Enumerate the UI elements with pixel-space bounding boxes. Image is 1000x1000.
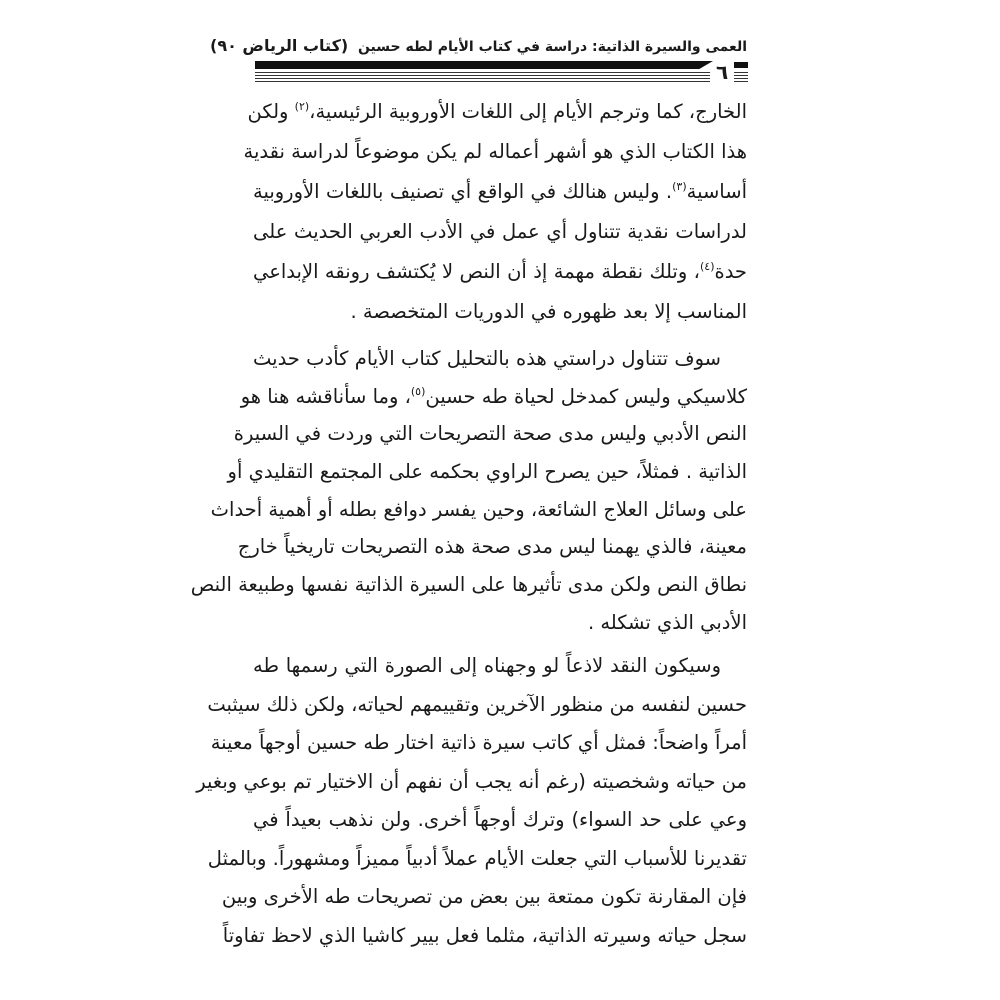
- line-text-continued: ، وتلك نقطة مهمة إذ أن النص لا يُكتشف رونقه الإبداعي: [253, 260, 700, 283]
- text-line: [196, 763, 747, 802]
- line-text: على وسائل العلاج الشائعة، وحين يفسر دوافع بطله أو أهمية أحداث: [210, 497, 747, 521]
- text-line: [207, 840, 747, 879]
- line-text: تقديرنا للأسباب التي جعلت الأيام عملاً أدبياً مميزاً ومشهوراً. وبالمثل: [207, 846, 747, 870]
- line-text: الأدبي الذي تشكله .: [587, 610, 747, 634]
- line-text: وعي على حد السواء) وترك أوجهاً أخرى. ولن نذهب بعيداً في: [253, 808, 747, 831]
- text-line: [253, 212, 747, 252]
- line-text: حدة: [714, 260, 747, 283]
- text-line: [253, 801, 747, 840]
- header-rule-thin: [255, 78, 710, 79]
- line-text: المناسب إلا بعد ظهوره في الدوريات المتخصصة .: [350, 300, 747, 323]
- header-rule-thin: [255, 75, 710, 76]
- line-text: سجل حياته وسيرته الذاتية، مثلما فعل بيير كاشيا الذي لاحظ تفاوتاً: [222, 923, 747, 947]
- line-text: نطاق النص ولكن مدى تأثيرها على السيرة الذاتية نفسها وطبيعة النص: [190, 573, 747, 597]
- line-text: هذا الكتاب الذي هو أشهر أعماله لم يكن موضوعاً لدراسة نقدية: [243, 140, 747, 163]
- line-text: سوف تتناول دراستي هذه بالتحليل كتاب الأيام كأدب حديث: [253, 347, 721, 370]
- header-ornament: [734, 62, 748, 68]
- page-number: ٦: [716, 60, 729, 84]
- text-line: [237, 528, 747, 566]
- text-line: [233, 415, 747, 453]
- running-header: [210, 36, 747, 55]
- text-line: [221, 878, 747, 917]
- text-line: [222, 917, 747, 956]
- text-line: [247, 92, 747, 132]
- header-title: العمى والسيرة الذاتية: دراسة في كتاب الأيام لطه حسين: [357, 39, 747, 55]
- paragraph-3: [196, 647, 747, 955]
- line-text: حسين لنفسه من منظور الآخرين وتقييمهم لحياته، ولكن ذلك سيثبت: [207, 692, 747, 716]
- paragraph-1: [243, 92, 747, 332]
- text-line: [210, 724, 747, 763]
- text-line: [253, 647, 747, 686]
- text-line: [207, 686, 747, 725]
- line-text: أساسية: [686, 180, 747, 203]
- text-line: [240, 378, 747, 416]
- text-line: [210, 491, 747, 529]
- header-rule-thin: [255, 81, 710, 82]
- line-text: من حياته وشخصيته (رغم أنه يجب أن نفهم أن الاختيار تم بوعي وبغير: [196, 769, 747, 793]
- footnote-marker: (٣): [672, 180, 687, 193]
- line-text-continued: ، وما سأناقشه هنا هو: [240, 384, 411, 408]
- header-rule-thin: [255, 72, 710, 73]
- text-line: [253, 340, 747, 378]
- header-ornament: [734, 72, 748, 73]
- line-text: الخارج، كما وترجم الأيام إلى اللغات الأوروبية الرئيسية،: [309, 100, 747, 123]
- header-ornament: [734, 75, 748, 76]
- footnote-marker: (٥): [410, 384, 426, 398]
- line-text-continued: . وليس هنالك في الواقع أي تصنيف باللغات الأوروبية: [253, 180, 673, 203]
- text-line: [253, 172, 747, 212]
- line-text: معينة، فالذي يهمنا ليس مدى صحة هذه التصريحات تاريخياً خارج: [237, 535, 747, 559]
- text-line: [253, 604, 747, 642]
- line-text: الذاتية . فمثلاً، حين يصرح الراوي بحكمه على المجتمع التقليدي أو: [227, 460, 747, 484]
- line-text-continued: ولكن: [247, 100, 295, 123]
- footnote-marker: (٤): [699, 260, 715, 273]
- text-line: [253, 292, 747, 332]
- text-line: [243, 132, 747, 172]
- header-ornament: [734, 78, 748, 79]
- text-line: [227, 453, 747, 491]
- footnote-marker: (٢): [294, 100, 310, 113]
- text-line: [253, 252, 747, 292]
- header-rule: [255, 61, 713, 69]
- line-text: فإن المقارنة تكون ممتعة بين بعض من تصريحات طه الأخرى وبين: [221, 885, 747, 908]
- header-ornament: [734, 81, 748, 82]
- text-line: [190, 566, 747, 604]
- line-text: النص الأدبي وليس مدى صحة التصريحات التي وردت في السيرة: [233, 422, 747, 446]
- line-text: وسيكون النقد لاذعاً لو وجهناه إلى الصورة التي رسمها طه: [253, 654, 721, 677]
- line-text: كلاسيكي وليس كمدخل لحياة طه حسين: [425, 384, 747, 408]
- line-text: أمراً واضحاً: فمثل أي كاتب سيرة ذاتية اختار طه حسين أوجهاً معينة: [210, 731, 747, 754]
- header-series: (كتاب الرياض ٩٠): [210, 36, 349, 55]
- paragraph-2: [190, 340, 747, 642]
- line-text: لدراسات نقدية تتناول أي عمل في الأدب العربي الحديث على: [253, 220, 747, 243]
